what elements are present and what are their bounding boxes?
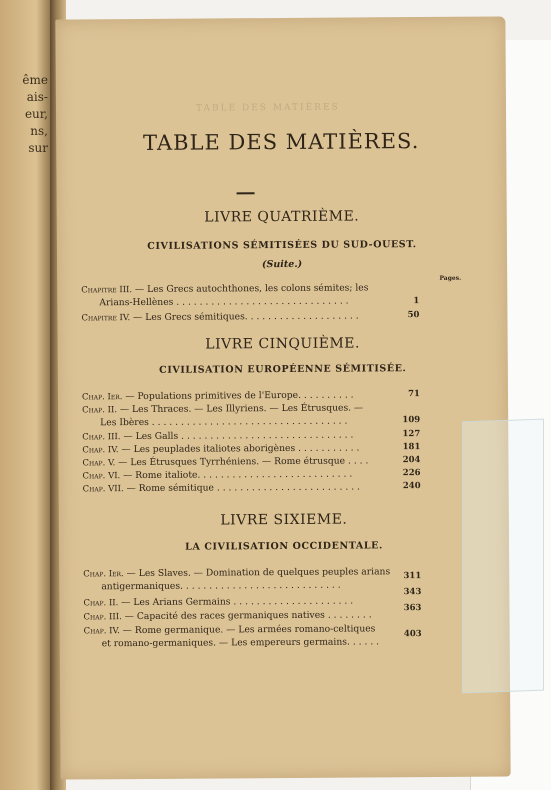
- page-number: 226: [402, 468, 421, 479]
- chapter-label: Chap. Ier.: [81, 392, 123, 403]
- page-number: 240: [402, 481, 421, 492]
- toc-entry: [83, 566, 403, 593]
- pages-column-label: Pages.: [439, 274, 462, 282]
- chapter-label: Chap. V.: [82, 458, 116, 469]
- chapter-title: — Les Slaves. — Domination de quelques peuples arians: [126, 566, 391, 580]
- chapter-title: — Rome sémitique . . . . . . . . . . . . . . . . . . . . . . . . .: [126, 481, 360, 495]
- page-number: 311: [403, 571, 422, 582]
- page-number: 363: [403, 603, 422, 614]
- chapter-title: — Rome italiote. . . . . . . . . . . . . . . . . . . . . . . . . . .: [123, 468, 353, 482]
- chapter-label: Chap. Ier.: [83, 569, 124, 580]
- chapter-title: — Les peuplades italiotes aborigènes . . . . . . . . . . .: [121, 442, 360, 456]
- chapter-title: — Les Étrusques Tyrrhéniens. — Rome étrusque . . . .: [118, 455, 369, 469]
- toc-entry: [81, 310, 401, 325]
- left-fragment: eur,: [24, 107, 48, 121]
- page-number: 181: [402, 442, 421, 453]
- page-number: 71: [408, 389, 421, 400]
- suite-note: (Suite.): [261, 258, 303, 271]
- book-heading: LIVRE QUATRIÈME.: [204, 208, 360, 226]
- chapter-title: — Rome germanique. — Les armées romano-celtiques: [122, 623, 376, 637]
- chapter-label: Chap. VI.: [82, 471, 121, 482]
- chapter-title-continued: antigermaniques. . . . . . . . . . . . . . . . . . . . . . . . . . . .: [101, 579, 341, 592]
- page-number: 50: [407, 310, 420, 321]
- page-number: 1: [413, 296, 420, 307]
- toc-entry: [81, 282, 401, 309]
- toc-entry: [83, 595, 403, 610]
- chapter-label: Chap. VII.: [82, 484, 124, 495]
- title-divider: [237, 192, 255, 194]
- left-fragment: ais-: [26, 90, 48, 104]
- left-fragment: ns,: [30, 124, 48, 138]
- chapter-label: Chapitre IV.: [81, 313, 131, 324]
- toc-entry: [82, 402, 402, 429]
- chapter-title: — Les Grecs autochthones, les colons sémites; les: [134, 282, 369, 296]
- page-number: 204: [402, 455, 421, 466]
- book-page: [55, 16, 510, 779]
- chapter-title-continued: et romano-germaniques. — Les empereurs germains. . . . . .: [101, 635, 380, 649]
- page-title: TABLE DES MATIÈRES.: [143, 129, 420, 155]
- show-through-text: TABLE DES MATIÈRES: [195, 102, 340, 114]
- toc-entry: [84, 623, 404, 650]
- chapter-title: — Les Galls . . . . . . . . . . . . . . . . . . . . . . . . . . . . . .: [123, 429, 354, 443]
- chapter-title: — Les Arians Germains . . . . . . . . . . . . . . . . . . . . .: [121, 595, 354, 609]
- page-number: 343: [403, 587, 422, 598]
- book-heading: LIVRE CINQUIÈME.: [205, 335, 361, 353]
- toc-entry: [83, 481, 403, 496]
- toc-entry: [83, 609, 403, 624]
- page-number: 403: [403, 629, 422, 640]
- page-number: 109: [402, 415, 421, 426]
- left-fragment: ême: [22, 73, 48, 87]
- chapter-label: Chap. II.: [82, 405, 118, 416]
- acrylic-stand: [462, 419, 544, 694]
- chapter-label: Chap. III.: [83, 612, 122, 623]
- section-heading: LA CIVILISATION OCCIDENTALE.: [185, 540, 383, 553]
- chapter-label: Chapitre III.: [81, 285, 133, 296]
- page-number: 127: [402, 429, 421, 440]
- chapter-label: Chap. III.: [82, 432, 121, 443]
- chapter-title-continued: Arians-Hellènes . . . . . . . . . . . . . . . . . . . . . . . . . . . . . .: [99, 295, 349, 308]
- chapter-label: Chap. II.: [83, 598, 119, 609]
- chapter-title-continued: Les Ibères . . . . . . . . . . . . . . . . . . . . . . . . . . . . . . . . . .: [100, 415, 348, 428]
- chapter-label: Chap. IV.: [82, 445, 119, 456]
- left-fragment: sur: [28, 141, 48, 155]
- chapter-title: — Les Thraces. — Les Illyriens. — Les Étrusques. —: [119, 402, 364, 416]
- chapter-title: — Capacité des races germaniques natives . . . . . . . .: [124, 609, 372, 623]
- left-page-text: [8, 72, 48, 157]
- book-heading: LIVRE SIXIEME.: [220, 511, 348, 529]
- left-page-edge: [0, 0, 52, 790]
- chapter-title: — Populations primitives de l'Europe. . . . . . . . . .: [125, 389, 354, 403]
- chapter-title: — Les Grecs sémitiques. . . . . . . . . . . . . . . . . . . .: [133, 310, 359, 324]
- chapter-label: Chap. IV.: [83, 626, 120, 637]
- section-heading: CIVILISATION EUROPÉENNE SÉMITISÉE.: [159, 363, 407, 376]
- section-heading: CIVILISATIONS SÉMITISÉES DU SUD-OUEST.: [147, 239, 417, 252]
